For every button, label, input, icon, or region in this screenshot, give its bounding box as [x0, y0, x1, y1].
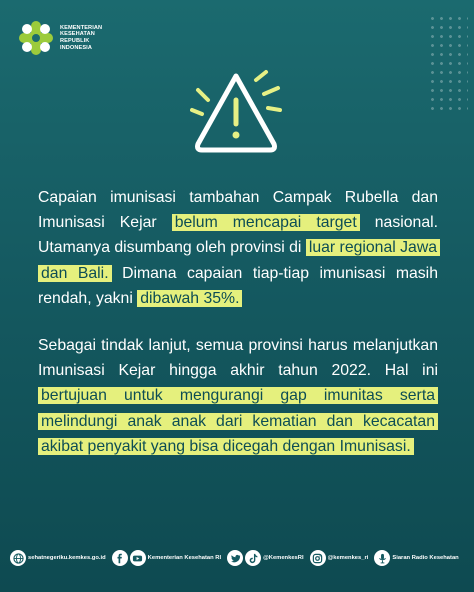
radio-program-label[interactable]: Siaran Radio Kesehatan: [392, 555, 459, 561]
p1-highlight-1: belum mencapai target: [172, 214, 360, 231]
paragraph-1: [38, 185, 438, 311]
instagram-handle[interactable]: @kemenkes_ri: [327, 555, 369, 561]
globe-icon[interactable]: [10, 550, 26, 566]
p1-text-1: Capaian imunisasi tambahan Campak Rubella dan Imunisasi Kejar: [38, 189, 438, 232]
p2-text-1: Sebagai tindak lanjut, semua provinsi harus melanjutkan Imunisasi Kejar hingga akhir tahun 2022. Hal ini: [38, 337, 438, 380]
twitter-icon[interactable]: [227, 550, 243, 566]
tiktok-icon[interactable]: [245, 550, 261, 566]
paragraph-2: [38, 333, 438, 459]
p1-highlight-3: dibawah 35%.: [137, 290, 242, 307]
website-link[interactable]: sehatnegeriku.kemkes.go.id: [28, 555, 106, 561]
kemenkes-logo-text: [60, 25, 102, 51]
main-text: [38, 185, 438, 459]
instagram-icon[interactable]: [310, 550, 326, 566]
logo-line-3: REPUBLIK: [60, 38, 90, 44]
facebook-youtube-handle[interactable]: Kementerian Kesehatan RI: [147, 555, 222, 561]
logo-line-4: INDONESIA: [60, 44, 92, 51]
kemenkes-logo: [18, 20, 102, 56]
p1-highlight-2: luar regional Jawa dan Bali.: [38, 239, 440, 281]
p1-text-2: nasional. Utamanya disumbang oleh provinsi di: [38, 214, 438, 257]
kemenkes-emblem-icon: [18, 20, 54, 56]
dot-pattern-decoration: [428, 14, 468, 114]
twitter-tiktok-handle[interactable]: @KemenkesRI: [263, 555, 304, 561]
warning-triangle-icon: [190, 66, 282, 158]
youtube-icon[interactable]: [130, 550, 146, 566]
p2-highlight-1: bertujuan untuk mengurangi gap imunitas serta melindungi anak anak dari kematian dan kecacatan akibat penyakit yang bisa dicegah dengan Imunisasi.: [38, 387, 438, 454]
radio-icon[interactable]: [374, 550, 390, 566]
p1-text-3: Dimana capaian tiap-tiap imunisasi masih rendah, yakni: [38, 264, 438, 307]
logo-line-1: KEMENTERIAN: [60, 24, 103, 31]
facebook-icon[interactable]: [112, 550, 128, 566]
logo-line-2: KESEHATAN: [60, 31, 95, 38]
footer-social-bar: [10, 546, 464, 570]
